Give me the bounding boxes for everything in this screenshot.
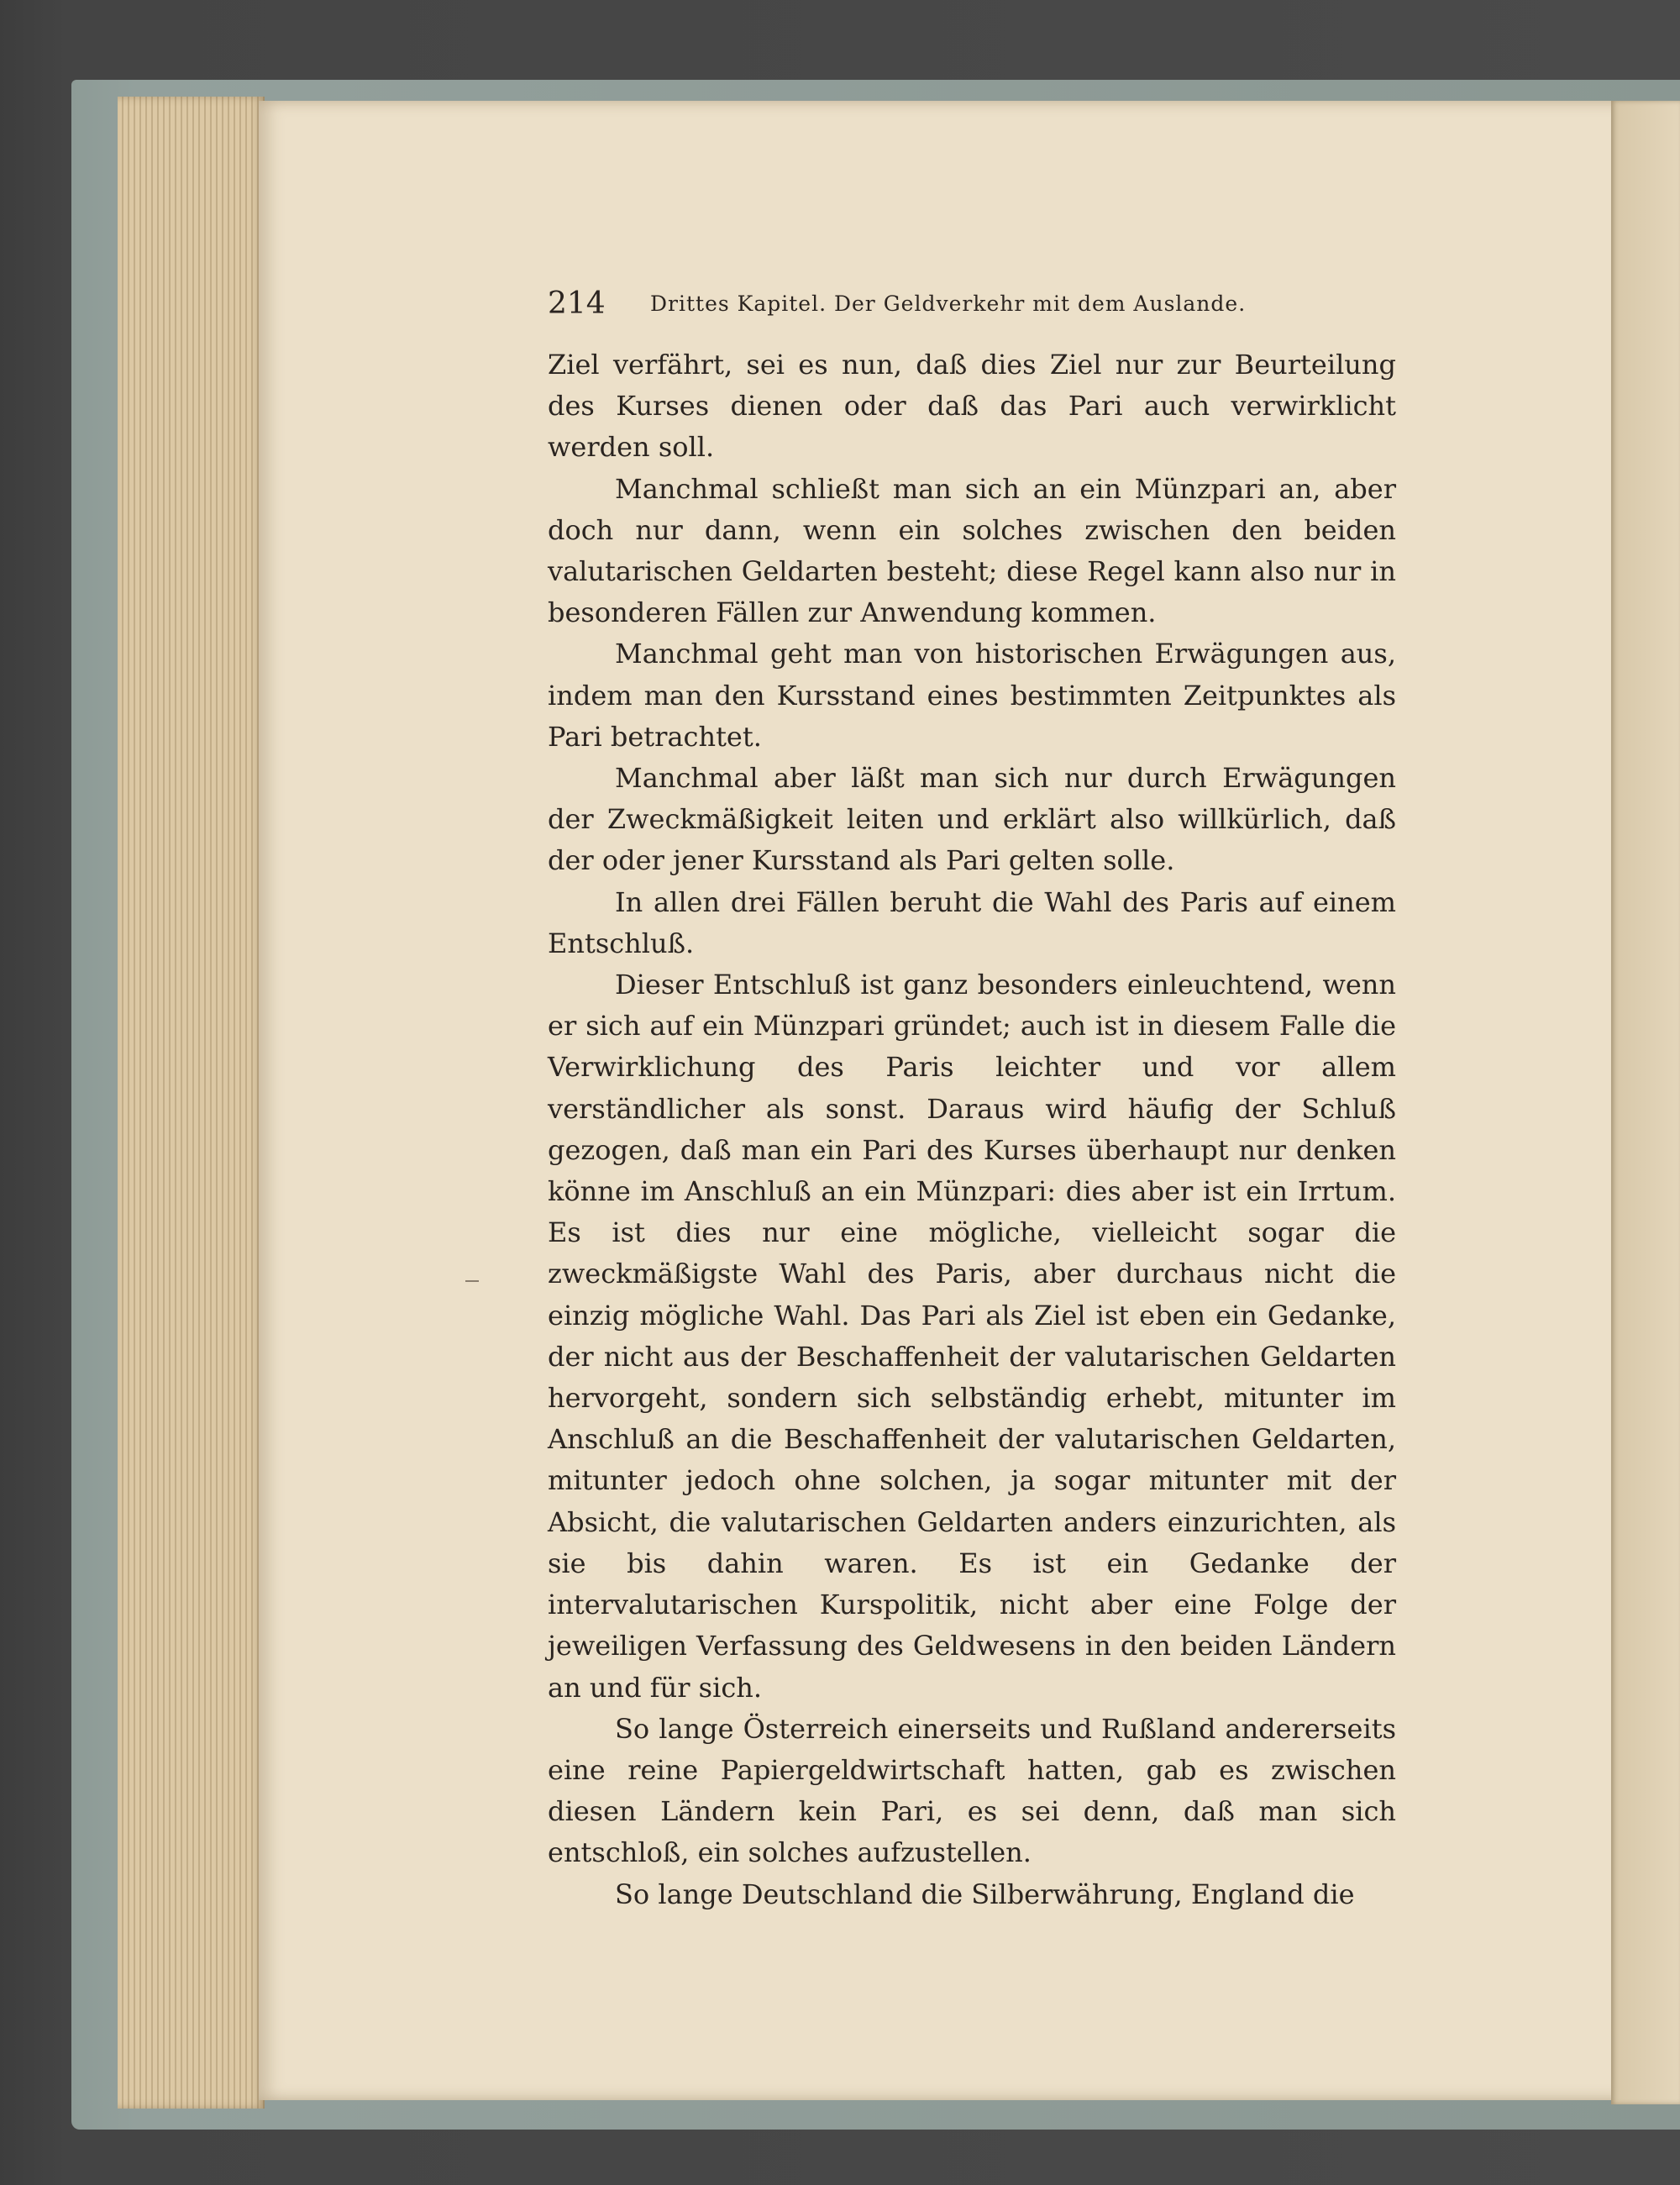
running-head: Drittes Kapitel. Der Geldverkehr mit dem Auslande. [650, 292, 1247, 316]
paragraph: In allen drei Fällen beruht die Wahl des Paris auf einem Entschluß. [548, 885, 1396, 959]
page-header [548, 284, 1404, 324]
margin-mark [465, 1280, 479, 1282]
facing-page-edge [1611, 101, 1680, 2104]
page-number: 214 [548, 286, 606, 321]
body-text [548, 344, 1396, 1915]
paragraph: Manchmal schließt man sich an ein Münzpari an, aber doch nur dann, wenn ein solches zwischen den beiden valutarischen Geldarten besteht; diese Regel kann also nur in besonderen Fällen zur Anwendung kommen. [548, 472, 1396, 629]
paragraph: So lange Österreich einerseits und Rußland andererseits eine reine Papiergeldwirtschaft hatten, gab es zwischen diesen Ländern kein Pari, es sei denn, daß man sich entschloß, ein solches aufzustellen. [548, 1712, 1396, 1869]
page-edges [118, 97, 265, 2109]
paragraph: Manchmal geht man von historischen Erwägungen aus, indem man den Kursstand eines bestimmten Zeitpunktes als Pari betrachtet. [548, 638, 1396, 753]
paragraph: Manchmal aber läßt man sich nur durch Erwägungen der Zweckmäßigkeit leiten und erklärt also willkürlich, daß der oder jener Kursstand als Pari gelten solle. [548, 762, 1396, 877]
paragraph: Ziel verfährt, sei es nun, daß dies Ziel nur zur Beurteilung des Kurses dienen oder daß das Pari auch verwirklicht werden soll. [548, 349, 1396, 464]
paragraph: Dieser Entschluß ist ganz besonders einleuchtend, wenn er sich auf ein Münzpari gründet; auch ist in diesem Falle die Verwirklichung des Paris leichter und vor allem verständlicher als sonst. Daraus wird häufig der Schluß gezogen, daß man ein Pari des Kurses überhaupt nur denken könne im Anschluß an ein Münzpari: dies aber ist ein Irrtum. Es ist dies nur eine mögliche, vielleicht sogar die zweckmäßigste Wahl des Paris, aber durchaus nicht die einzig mögliche Wahl. Das Pari als Ziel ist eben ein Gedanke, der nicht aus der Beschaffenheit der valutarischen Geldarten hervorgeht, sondern sich selbständig erhebt, mitunter im Anschluß an die Beschaffenheit der valutarischen Geldarten, mitunter jedoch ohne solchen, ja sogar mitunter mit der Absicht, die valutarischen Geldarten anders einzurichten, als sie bis dahin waren. Es ist ein Gedanke der intervalutarischen Kurspolitik, nicht aber eine Folge der jeweiligen Verfassung des Geldwesens in den beiden Ländern an und für sich. [548, 969, 1396, 1704]
paragraph: So lange Deutschland die Silberwährung, England die [615, 1878, 1355, 1910]
